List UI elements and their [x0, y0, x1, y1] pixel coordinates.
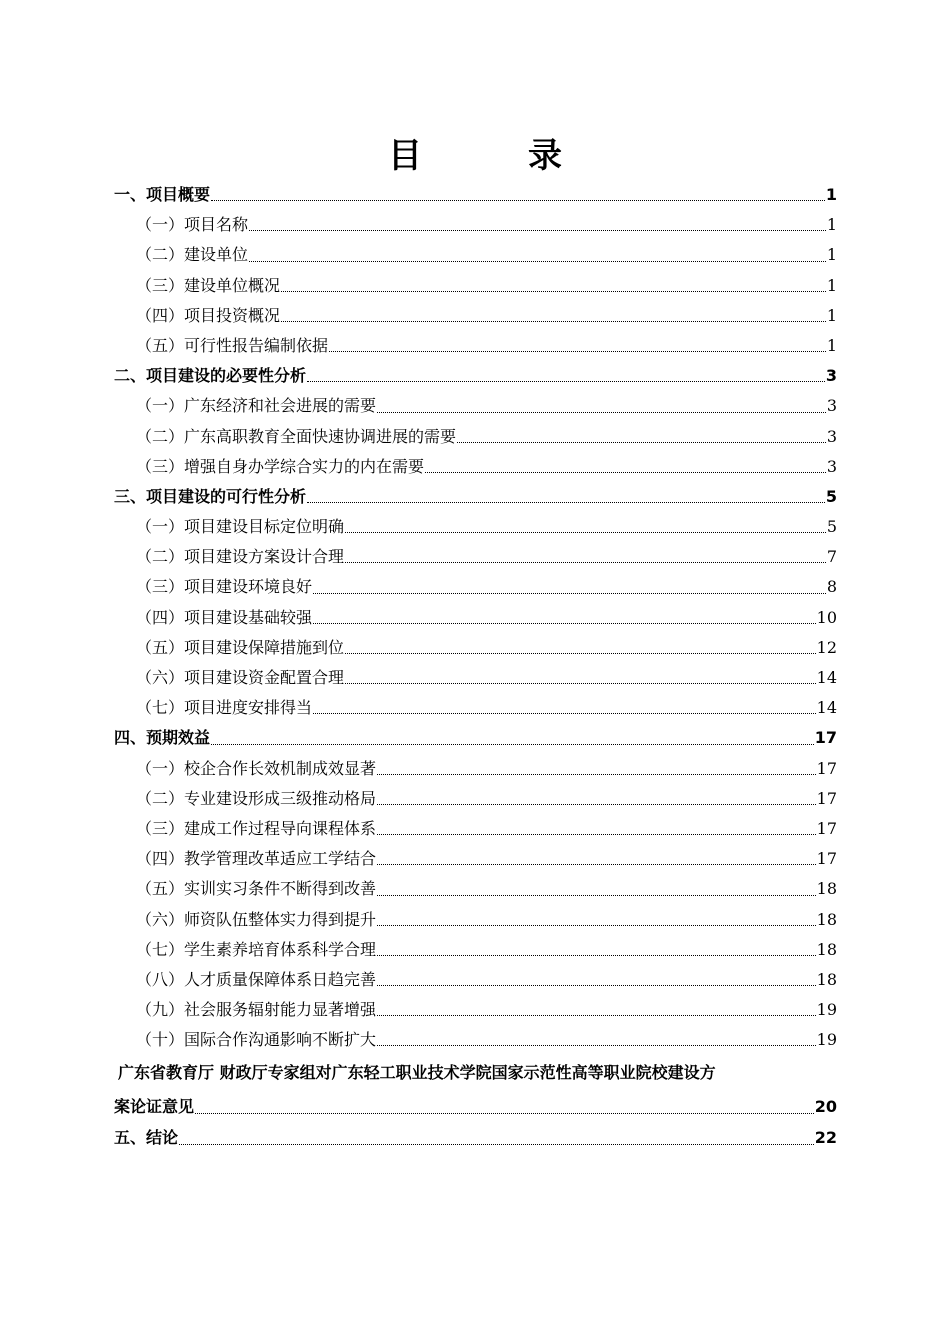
dot-leader — [377, 411, 826, 413]
toc-section-entry[interactable] — [114, 754, 837, 784]
dot-leader — [377, 1044, 816, 1046]
toc-entry-page-number: 20 — [814, 1097, 837, 1117]
toc-entry-label: （二）建设单位 — [136, 245, 249, 265]
toc-section-entry[interactable] — [114, 603, 837, 633]
toc-entry-label: （二）项目建设方案设计合理 — [136, 547, 345, 567]
toc-chapter-entry[interactable] — [114, 482, 837, 512]
toc-entry-label: 广东省教育厅 财政厅专家组对广东轻工职业技术学院国家示范性高等职业院校建设方 — [118, 1063, 716, 1083]
toc-chapter-entry[interactable] — [114, 723, 837, 753]
toc-entry-label: （六）项目建设资金配置合理 — [136, 668, 345, 687]
toc-entry-label: （五）可行性报告编制依据 — [136, 335, 329, 355]
toc-entry-label: （四）项目建设基础较强 — [136, 607, 313, 627]
toc-entry-page-number: 1 — [826, 275, 837, 295]
toc-entry-label: （十）国际合作沟通影响不断扩大 — [136, 1030, 377, 1050]
toc-section-entry[interactable] — [114, 663, 837, 693]
toc-section-entry[interactable] — [114, 874, 837, 904]
toc-section-entry[interactable] — [114, 271, 837, 301]
dot-leader — [377, 863, 816, 865]
toc-entry-page-number: 17 — [816, 818, 837, 838]
toc-entry-page-number: 18 — [816, 879, 837, 899]
toc-entry-page-number: 1 — [825, 185, 837, 204]
toc-entry-page-number: 3 — [825, 366, 837, 386]
toc-entry-page-number: 19 — [816, 1000, 837, 1020]
toc-entry-label: （八）人才质量保障体系日趋完善 — [136, 969, 377, 989]
toc-entry-label: （五）项目建设保障措施到位 — [136, 637, 345, 657]
dot-leader — [377, 894, 816, 896]
dot-leader — [377, 773, 816, 775]
dot-leader — [313, 622, 816, 624]
toc-entry-page-number: 18 — [816, 939, 837, 959]
toc-entry-label: 一、项目概要 — [114, 185, 211, 204]
toc-entry-label: 二、项目建设的必要性分析 — [114, 366, 307, 386]
dot-leader — [345, 652, 816, 654]
toc-entry-page-number: 1 — [826, 335, 837, 355]
toc-section-entry[interactable] — [114, 422, 837, 452]
toc-entry-page-number: 1 — [826, 305, 837, 325]
toc-section-entry[interactable] — [114, 452, 837, 482]
toc-entry-label: （七）项目进度安排得当 — [136, 698, 313, 718]
toc-section-entry[interactable] — [114, 1025, 837, 1055]
toc-entry-page-number: 17 — [814, 728, 837, 748]
toc-entry-page-number: 17 — [816, 849, 837, 869]
toc-entry-label: （五）实训实习条件不断得到改善 — [136, 879, 377, 899]
dot-leader — [377, 803, 816, 805]
toc-title: 目 录 — [388, 136, 598, 176]
dot-leader — [211, 743, 814, 745]
toc-entry-page-number: 14 — [816, 698, 837, 718]
toc-entry-page-number: 17 — [816, 788, 837, 808]
toc-section-entry[interactable] — [114, 301, 837, 331]
dot-leader — [281, 320, 826, 322]
toc-section-entry[interactable] — [114, 542, 837, 572]
table-of-contents — [114, 180, 837, 1154]
toc-entry-label: （二）广东高职教育全面快速协调进展的需要 — [136, 426, 457, 446]
toc-entry-page-number: 19 — [816, 1030, 837, 1050]
toc-section-entry[interactable] — [114, 814, 837, 844]
toc-entry-label: （一）校企合作长效机制成效显著 — [136, 758, 377, 778]
toc-entry-label: （一）广东经济和社会进展的需要 — [136, 396, 377, 416]
toc-section-entry[interactable] — [114, 784, 837, 814]
toc-entry-page-number: 1 — [826, 245, 837, 265]
toc-special-entry-line1[interactable] — [114, 1055, 837, 1091]
dot-leader — [281, 290, 826, 292]
toc-entry-page-number: 14 — [816, 668, 837, 687]
toc-section-entry[interactable] — [114, 240, 837, 270]
toc-entry-label: （三）增强自身办学综合实力的内在需要 — [136, 456, 425, 476]
dot-leader — [345, 531, 826, 533]
dot-leader — [313, 712, 816, 714]
toc-entry-page-number: 3 — [826, 426, 837, 446]
toc-entry-label: （七）学生素养培育体系科学合理 — [136, 939, 377, 959]
toc-section-entry[interactable] — [114, 935, 837, 965]
toc-section-entry[interactable] — [114, 905, 837, 935]
toc-entry-page-number: 12 — [816, 637, 837, 657]
toc-entry-page-number: 5 — [825, 486, 837, 506]
toc-entry-label: 五、结论 — [114, 1128, 179, 1148]
toc-chapter-entry[interactable] — [114, 180, 837, 210]
dot-leader — [249, 260, 826, 262]
toc-section-entry[interactable] — [114, 995, 837, 1025]
dot-leader — [307, 380, 825, 382]
toc-entry-label: （二）专业建设形成三级推动格局 — [136, 788, 377, 808]
toc-entry-label: 案论证意见 — [114, 1097, 195, 1117]
dot-leader — [377, 833, 816, 835]
dot-leader — [377, 984, 816, 986]
toc-entry-label: （一）项目名称 — [136, 215, 249, 235]
toc-chapter-entry[interactable] — [114, 361, 837, 391]
toc-entry-page-number: 1 — [826, 215, 837, 235]
dot-leader — [457, 441, 826, 443]
toc-entry-page-number: 18 — [816, 909, 837, 929]
toc-entry-page-number: 22 — [814, 1128, 837, 1148]
toc-section-entry[interactable] — [114, 965, 837, 995]
toc-entry-page-number: 3 — [826, 456, 837, 476]
toc-entry-page-number: 7 — [826, 547, 837, 567]
toc-section-entry[interactable] — [114, 693, 837, 723]
toc-section-entry[interactable] — [114, 844, 837, 874]
dot-leader — [377, 924, 816, 926]
toc-entry-page-number: 10 — [816, 607, 837, 627]
toc-chapter-entry[interactable] — [114, 1123, 837, 1153]
dot-leader — [249, 229, 826, 231]
toc-entry-label: （三）项目建设环境良好 — [136, 577, 313, 597]
toc-section-entry[interactable] — [114, 633, 837, 663]
dot-leader — [195, 1112, 814, 1114]
dot-leader — [425, 471, 826, 473]
toc-entry-label: 三、项目建设的可行性分析 — [114, 486, 307, 506]
toc-special-entry-line2[interactable] — [114, 1091, 837, 1123]
toc-entry-page-number: 8 — [826, 577, 837, 597]
dot-leader — [345, 682, 816, 684]
dot-leader — [377, 954, 816, 956]
dot-leader — [313, 592, 826, 594]
toc-entry-label: （九）社会服务辐射能力显著增强 — [136, 1000, 377, 1020]
toc-section-entry[interactable] — [114, 512, 837, 542]
toc-section-entry[interactable] — [114, 572, 837, 602]
toc-section-entry[interactable] — [114, 391, 837, 421]
toc-entry-page-number: 17 — [816, 758, 837, 778]
toc-entry-label: 四、预期效益 — [114, 728, 211, 748]
toc-entry-page-number: 3 — [826, 396, 837, 416]
toc-entry-label: （四）项目投资概况 — [136, 305, 281, 325]
toc-entry-page-number: 5 — [826, 517, 837, 537]
dot-leader — [345, 561, 826, 563]
dot-leader — [377, 1014, 816, 1016]
toc-entry-label: （四）教学管理改革适应工学结合 — [136, 849, 377, 869]
toc-section-entry[interactable] — [114, 331, 837, 361]
toc-entry-label: （一）项目建设目标定位明确 — [136, 517, 345, 537]
toc-entry-page-number: 18 — [816, 969, 837, 989]
toc-entry-label: （三）建成工作过程导向课程体系 — [136, 818, 377, 838]
dot-leader — [329, 350, 826, 352]
dot-leader — [179, 1143, 814, 1145]
toc-entry-label: （三）建设单位概况 — [136, 275, 281, 295]
toc-entry-label: （六）师资队伍整体实力得到提升 — [136, 909, 377, 929]
toc-section-entry[interactable] — [114, 210, 837, 240]
dot-leader — [211, 199, 825, 201]
dot-leader — [307, 501, 825, 503]
